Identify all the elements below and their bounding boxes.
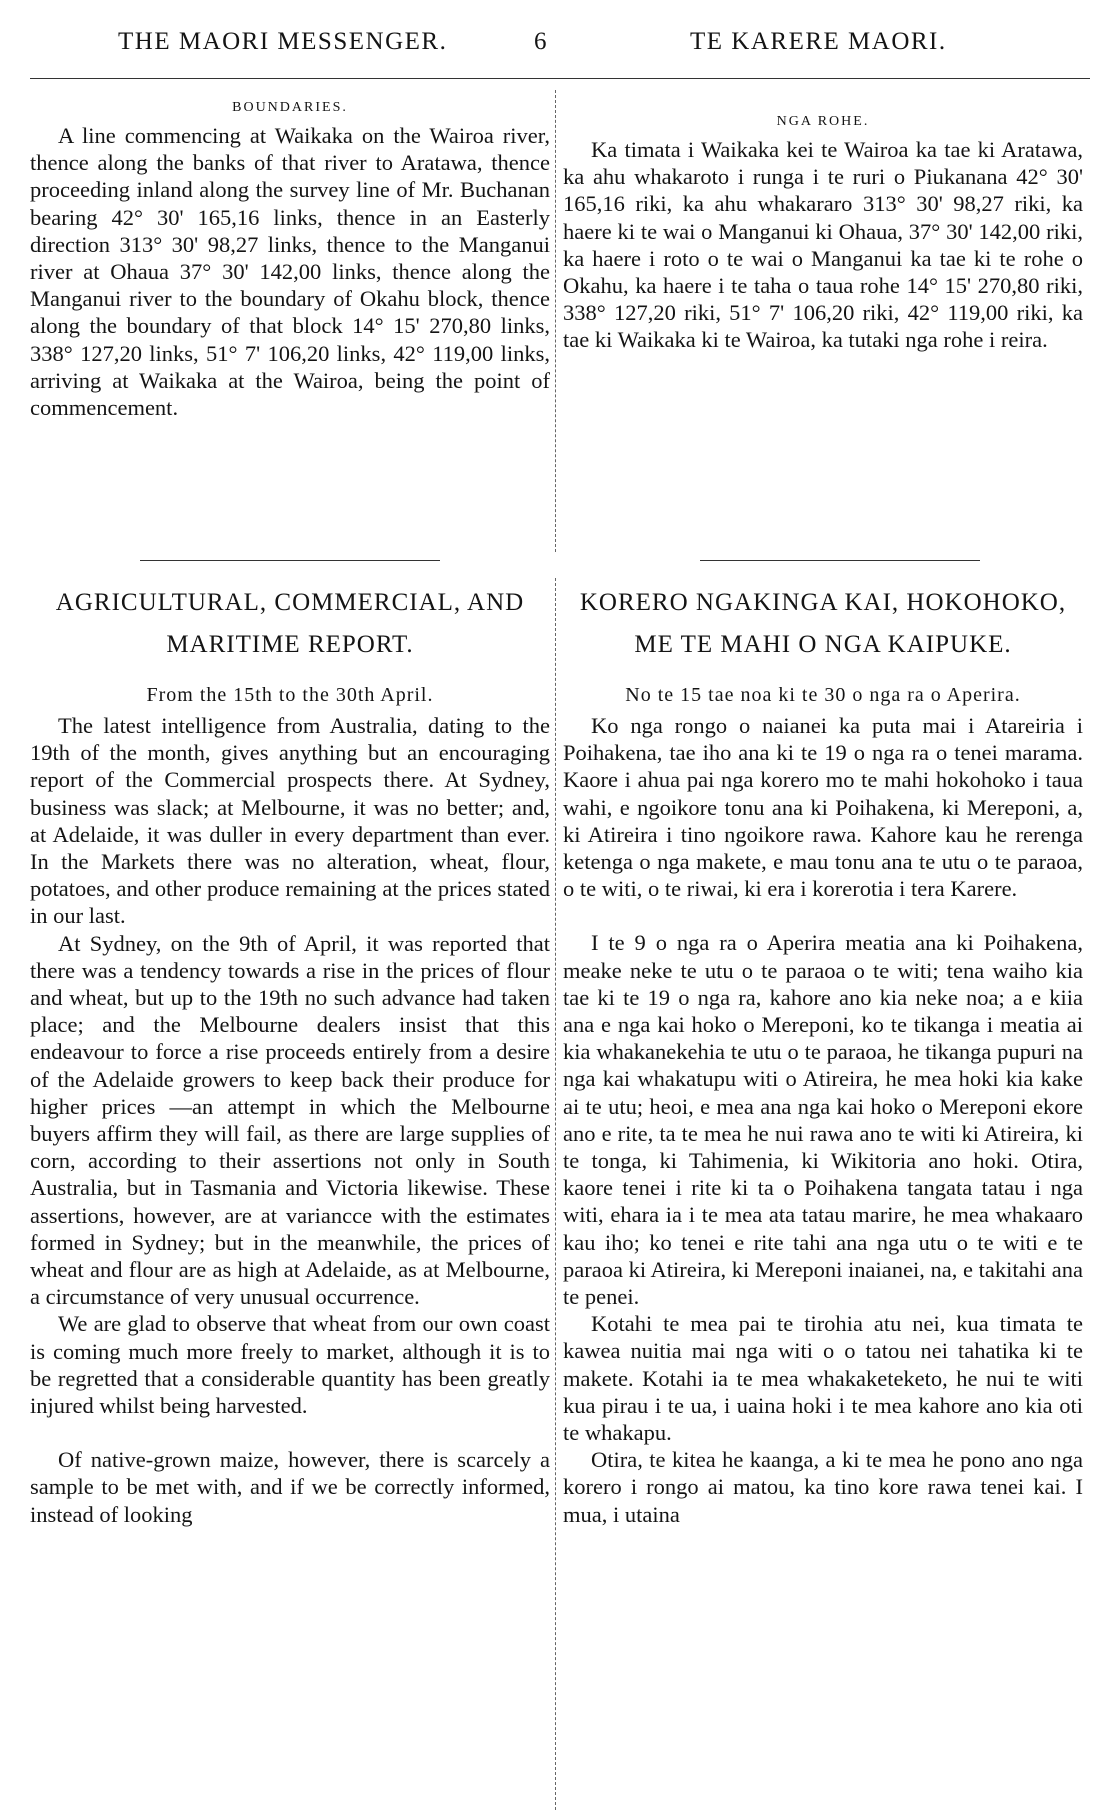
korero-heading-line2: ME TE MAHI O NGA KAIPUKE. — [634, 631, 1012, 658]
boundaries-text: A line commencing at Waikaka on the Wairoa river, thence along the banks of that river to Aratawa, thence proceeding inland along the survey line of Mr. Buchanan bearing 42° 30' 165,16 links, thence in an Easterly direction 313° 30' 98,27 links, thence to the Manganui river at Ohaua 37° 30' 142,00 links, thence along the Manganui river to the boundary of Okahu block, thence along the boundary of that block 14° 15' 270,80 links, 338° 127,20 links, 51° 7' 106,20 links, 42° 119,00 links, arriving at Waikaka at the Wairoa, being the point of commencement. — [30, 123, 550, 421]
report-paragraph: The latest intelligence from Australia, dating to the 19th of the month, gives anything but an encouraging report of the Commercial prospects there. At Sydney, business was slack; at Melbourne, it was no better; and, at Adelaide, it was duller in every department than ever. In the Markets there was no alteration, wheat, flour, potatoes, and other produce remaining at the prices stated in our last. — [30, 713, 550, 929]
report-maori — [563, 582, 1083, 1528]
report-paragraph: We are glad to observe that wheat from our own coast is coming much more freely to market, although it is to be regretted that a considerable quantity has been greatly injured whilst being harvested. — [30, 1311, 550, 1419]
boundaries-english — [30, 98, 550, 421]
report-english — [30, 582, 550, 1528]
masthead — [0, 28, 1114, 68]
report-paragraph: At Sydney, on the 9th of April, it was reported that there was a tendency towards a rise in the prices of flour and wheat, but up to the 19th no such advance had taken place; and the Melbourne dealers insist that this endeavour to force a rise proceeds entirely from a desire of the Adelaide growers to keep back their produce for higher prices —an attempt in which the Melbourne buyers affirm they will fail, as there are large supplies of corn, according to their assertions not only in South Australia, but in Tasmania and Victoria likewise. These assertions, however, are at variancce with the estimates formed in Sydney; but in the meanwhile, the prices of wheat and flour are as high at Adelaide, as at Melbourne, a circumstance of very unusual occurrence. — [30, 930, 550, 1310]
page-number: 6 — [534, 28, 548, 55]
rohe-heading: NGA ROHE. — [776, 114, 870, 129]
korero-heading-line1: KORERO NGAKINGA KAI, HOKOHOKO, — [579, 589, 1067, 616]
boundaries-maori — [563, 112, 1083, 354]
column-divider-top — [555, 90, 556, 552]
section-rule-left — [140, 560, 440, 561]
masthead-rule — [30, 78, 1090, 79]
column-divider-bottom — [555, 578, 556, 1810]
masthead-english-title: THE MAORI MESSENGER. — [118, 28, 448, 55]
korero-date-range: No te 15 tae noa ki te 30 o nga ra o Aperira. — [625, 684, 1021, 706]
korero-paragraph: Ko nga rongo o naianei ka puta mai i Atareiria i Poihakena, tae iho ana ki te 19 o nga ra o tenei marama. Kaore i ahua pai nga korero mo te mahi hokohoko i taua wahi, e ngoikore tonu ana ki Poihakena, ki Mereponi, a, ki Atireira i tino ngoikore rawa. Kahore kau he rerenga ketenga o nga makete, e mau tonu ana te utu o te paraoa, o te witi, o te riwai, ki era i korerotia i tera Karere. — [563, 713, 1083, 902]
rohe-text: Ka timata i Waikaka kei te Wairoa ka tae ki Aratawa, ka ahu whakaroto i runga i te ruri o Piukanana 42° 30' 165,16 riki, ka ahu whakararo 313° 30' 98,27 riki, ka haere ki te wai o Manganui ki Ohaua, 37° 30' 142,00 riki, ka haere i roto o te wai o Manganui ka tae ki te rohe o Okahu, ka haere i te taha o taua rohe 14° 15' 270,80 riki, 338° 127,20 riki, 51° 7' 106,20 riki, 42° 119,00 riki, ka tae ki Waikaka ki te Wairoa, ka tutaki nga rohe i reira. — [563, 137, 1083, 353]
korero-paragraph: I te 9 o nga ra o Aperira meatia ana ki Poihakena, meake neke te utu o te paraoa o te witi; tena waiho kia tae ki te 19 o nga ra, kahore ano kia neke noa; a e kiia ana e nga kai hoko o Mereponi, ko te tikanga i meatia ai kia whakanekehia te utu o te paraoa, he tikanga pupuri na nga kai whakatupu witi o Atireira, he mea hoki kia kake ai te utu; heoi, e mea ana nga kai hoko o Mereponi ekore ano e rite, ta te mea he nui rawa ano te witi ki Atireira, ki te tonga, ki Tahimenia, ki Wikitoria ano hoki. Otira, kaore tenei i rite ki ta o Poihakena tangata tatau i nga witi, ehara ia i te mea ata tatau marire, he mea whakaaro kau iho; ko tenei e rite tahi ana nga utu o te witi e te paraoa ki Atireira, ki Mereponi inaianei, na, e takitahi ana te penei. — [563, 930, 1083, 1310]
report-heading-line1: AGRICULTURAL, COMMERCIAL, AND — [55, 589, 525, 616]
report-date-range: From the 15th to the 30th April. — [146, 684, 434, 706]
section-rule-right — [700, 560, 980, 561]
korero-paragraph: Kotahi te mea pai te tirohia atu nei, kua timata te kawea nuitia mai nga witi o o tatou nei tahatika ki te makete. Kotahi ia te mea whakaketeketo, he nui te witi kua pirau i te ua, i uaina hoki i te mea kahore ano kia oti te whakapu. — [563, 1311, 1083, 1446]
korero-paragraph: Otira, te kitea he kaanga, a ki te mea he pono ano nga korero i rongo ai matou, ka tino kore rawa tenei kai. I mua, i utaina — [563, 1447, 1083, 1527]
boundaries-heading: BOUNDARIES. — [232, 100, 348, 115]
report-paragraph: Of native-grown maize, however, there is scarcely a sample to be met with, and if we be correctly informed, instead of looking — [30, 1447, 550, 1527]
masthead-maori-title: TE KARERE MAORI. — [690, 28, 947, 55]
report-heading-line2: MARITIME REPORT. — [166, 631, 414, 658]
